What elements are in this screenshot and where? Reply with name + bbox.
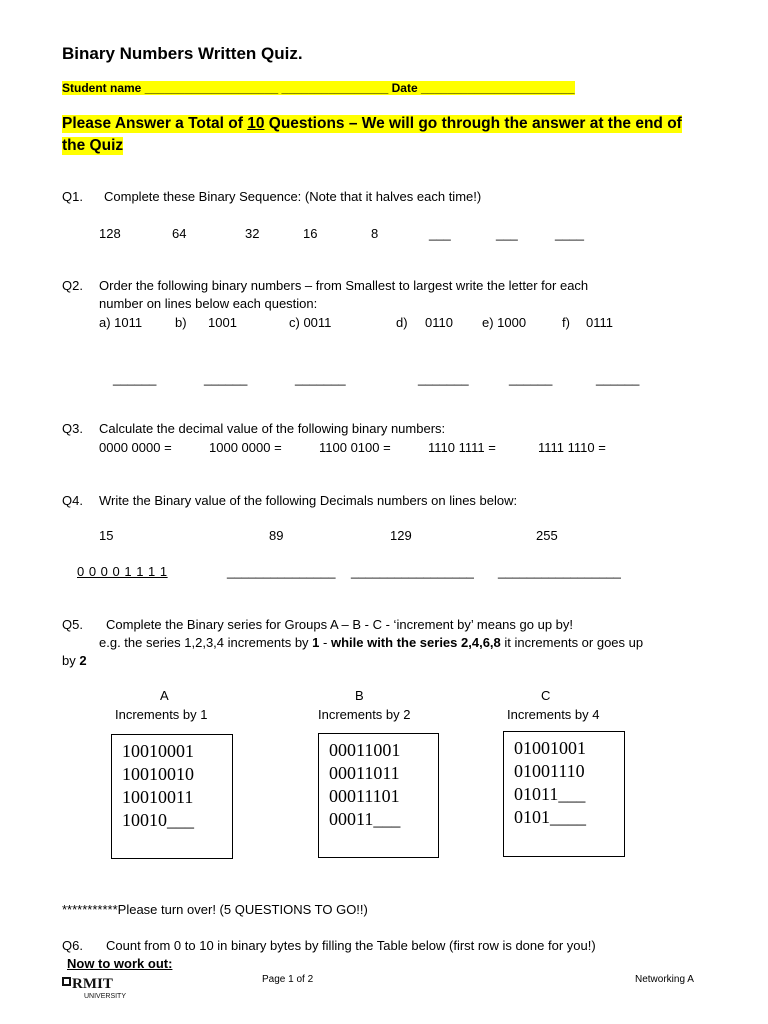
group-b-value-1: 00011001 xyxy=(329,740,401,760)
date-blank: _______________________ xyxy=(421,81,575,95)
group-a-value-2: 10010010 xyxy=(122,764,194,784)
rmit-logo-mark xyxy=(62,974,152,1000)
rmit-logo xyxy=(62,974,152,1000)
group-c-box xyxy=(503,731,625,857)
q6-text: Count from 0 to 10 in binary bytes by filling the Table below (first row is done for you!) xyxy=(106,938,596,953)
q2-option-d-value: 0110 xyxy=(425,315,453,330)
q4-answer-line-1[interactable]: _______________ xyxy=(227,564,336,579)
q5-example-text-3: by xyxy=(62,653,80,668)
q1-text: Complete these Binary Sequence: (Note that it halves each time!) xyxy=(104,189,482,204)
q1-seq-5: 8 xyxy=(371,226,379,241)
q2-option-b-value: 1001 xyxy=(208,315,237,330)
group-b-letter: B xyxy=(355,688,364,703)
group-a-letter: A xyxy=(160,688,169,703)
q1-number: Q1. xyxy=(62,189,83,204)
group-b-value-4[interactable]: 00011___ xyxy=(329,809,401,829)
group-c-label: Increments by 4 xyxy=(507,707,600,722)
student-name-blank-2: ________________ xyxy=(281,81,389,95)
q4-text: Write the Binary value of the following Decimals numbers on lines below: xyxy=(99,493,518,508)
q5-example-text: e.g. the series 1,2,3,4 increments by xyxy=(99,635,313,650)
q3-item-5: 1111 1110 = xyxy=(538,440,606,455)
page-title: Binary Numbers Written Quiz. xyxy=(62,44,303,63)
q2-option-f-letter: f) xyxy=(562,315,570,330)
q2-option-f-value: 0111 xyxy=(586,315,613,330)
group-a-box xyxy=(111,734,233,859)
question-count: 10 xyxy=(247,115,265,132)
q2-text-2: number on lines below each question: xyxy=(99,296,318,311)
student-name-blank: ____________________ xyxy=(144,81,279,95)
turn-over-note: ***********Please turn over! (5 QUESTIONS TO GO!!) xyxy=(62,902,368,917)
group-b-label: Increments by 2 xyxy=(318,707,411,722)
q4-decimal-4: 255 xyxy=(536,528,558,543)
q2-option-e: e) 1000 xyxy=(482,315,527,330)
group-b-box xyxy=(318,733,439,858)
q4-answer-line-2[interactable]: _________________ xyxy=(351,564,474,579)
group-c-value-2: 01001110 xyxy=(514,761,585,781)
q2-answer-line-6[interactable]: ______ xyxy=(596,371,640,386)
logo-sub: UNIVERSITY xyxy=(84,993,127,1000)
q1-seq-4: 16 xyxy=(303,226,318,241)
q1-blank-3[interactable]: ____ xyxy=(555,226,584,241)
date-label: Date xyxy=(391,81,418,95)
instructions-line-2: the Quiz xyxy=(62,137,124,154)
group-a-value-1: 10010001 xyxy=(122,741,194,761)
q2-option-b-letter: b) xyxy=(175,315,187,330)
q1-blank-2[interactable]: ___ xyxy=(496,226,518,241)
q1-seq-1: 128 xyxy=(99,226,121,241)
group-b-value-2: 00011011 xyxy=(329,763,400,783)
now-to-work-out: Now to work out: xyxy=(67,956,173,971)
q3-item-2: 1000 0000 = xyxy=(209,440,282,455)
student-name-label: Student name xyxy=(62,81,142,95)
q4-decimal-1: 15 xyxy=(99,528,114,543)
page-number: Page 1 of 2 xyxy=(262,974,314,985)
q2-option-c: c) 0011 xyxy=(289,315,332,330)
q3-number: Q3. xyxy=(62,421,83,436)
q3-item-4: 1110 1111 = xyxy=(428,440,496,455)
group-a-label: Increments by 1 xyxy=(115,707,208,722)
q2-answer-line-4[interactable]: _______ xyxy=(418,371,469,386)
group-a-value-3: 10010011 xyxy=(122,787,194,807)
q2-answer-line-3[interactable]: _______ xyxy=(295,371,346,386)
q5-example-sep: - xyxy=(319,635,331,650)
group-c-value-4[interactable]: 0101____ xyxy=(514,807,586,827)
q1-blank-1[interactable]: ___ xyxy=(429,226,451,241)
q1-seq-2: 64 xyxy=(172,226,187,241)
group-c-value-3[interactable]: 01011___ xyxy=(514,784,586,804)
q4-example-answer: 0 0 0 0 1 1 1 1 xyxy=(77,564,168,579)
logo-text: RMIT xyxy=(72,976,113,992)
group-a-value-4[interactable]: 10010___ xyxy=(122,810,194,830)
q4-number: Q4. xyxy=(62,493,83,508)
group-c-value-1: 01001001 xyxy=(514,738,586,758)
q3-item-3: 1100 0100 = xyxy=(319,440,391,455)
q3-text: Calculate the decimal value of the following binary numbers: xyxy=(99,421,446,436)
q1-seq-3: 32 xyxy=(245,226,260,241)
q3-item-1: 0000 0000 = xyxy=(99,440,172,455)
course-name: Networking A xyxy=(635,974,694,985)
q2-answer-line-1[interactable]: ______ xyxy=(113,371,157,386)
student-name-line xyxy=(62,81,575,95)
q2-text-1: Order the following binary numbers – from Smallest to largest write the letter for each xyxy=(99,278,589,293)
instructions-text: Please Answer a Total of xyxy=(62,115,248,132)
instructions-line-1 xyxy=(62,115,682,133)
instructions-text-2: Questions – We will go through the answer at the end of xyxy=(264,115,682,132)
q5-text: Complete the Binary series for Groups A – B - C - ‘increment by’ means go up by! xyxy=(106,617,574,632)
q5-example-text-2: it increments or goes up xyxy=(500,635,644,650)
q5-number: Q5. xyxy=(62,617,83,632)
q4-decimal-3: 129 xyxy=(390,528,412,543)
q2-answer-line-2[interactable]: ______ xyxy=(204,371,248,386)
group-c-letter: C xyxy=(541,688,551,703)
q2-option-a: a) 1011 xyxy=(99,315,143,330)
q5-example-line-2 xyxy=(62,653,87,668)
q5-example-line-1 xyxy=(99,635,643,650)
q6-number: Q6. xyxy=(62,938,83,953)
group-b-value-3: 00011101 xyxy=(329,786,400,806)
q5-example-bold-1: 1 xyxy=(312,635,320,650)
q2-answer-line-5[interactable]: ______ xyxy=(509,371,553,386)
q5-example-bold-3: 2 xyxy=(79,653,87,668)
q4-answer-line-3[interactable]: _________________ xyxy=(498,564,621,579)
q2-option-d-letter: d) xyxy=(396,315,408,330)
q5-example-bold-2: while with the series 2,4,6,8 xyxy=(330,635,501,650)
q2-number: Q2. xyxy=(62,278,83,293)
q4-decimal-2: 89 xyxy=(269,528,284,543)
